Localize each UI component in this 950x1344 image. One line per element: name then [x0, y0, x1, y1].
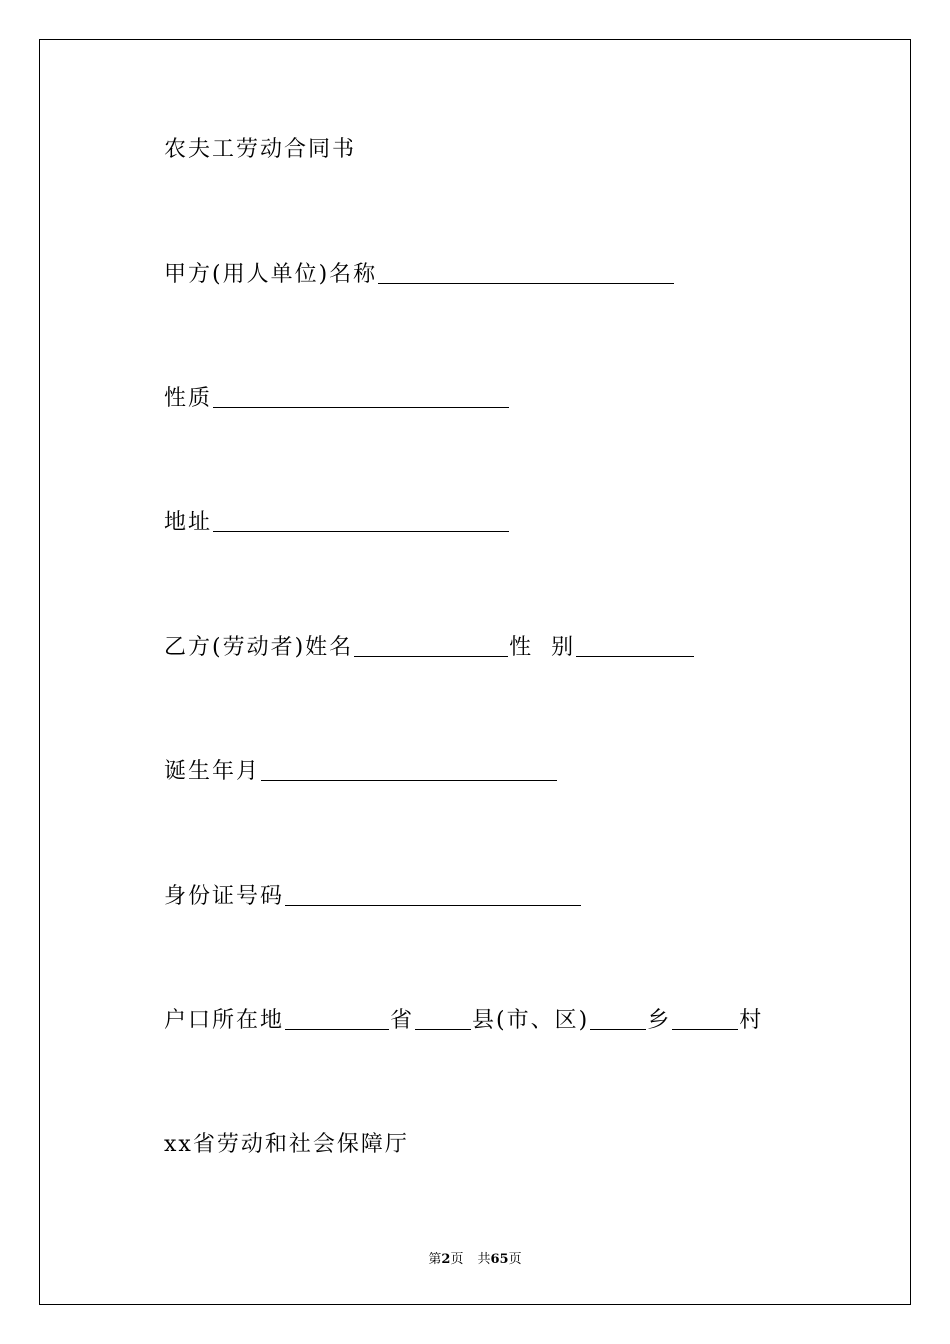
- party-b-birth-blank[interactable]: [261, 762, 557, 781]
- party-b-id-blank[interactable]: [285, 887, 581, 906]
- issuer-line: [164, 1132, 409, 1158]
- county-label: 县(市、区): [472, 1008, 590, 1033]
- party-a-nature-line: [164, 386, 510, 412]
- party-b-household-label: 户口所在地: [164, 1008, 285, 1033]
- party-b-id-label: 身份证号码: [164, 884, 285, 909]
- party-a-address-line: [164, 510, 510, 536]
- title-text: 农夫工劳动合同书: [164, 137, 357, 162]
- page-suffix: 页: [450, 1252, 464, 1267]
- party-b-name-blank[interactable]: [354, 638, 508, 657]
- party-a-name-blank[interactable]: [378, 265, 674, 284]
- party-b-name-label: 乙方(劳动者)姓名: [164, 635, 354, 660]
- party-b-gender-blank[interactable]: [576, 638, 694, 657]
- party-b-birth-label: 诞生年月: [164, 759, 261, 784]
- party-b-name-line: [164, 635, 695, 661]
- page-footer: [0, 1248, 950, 1267]
- province-label: 省: [390, 1008, 415, 1033]
- total-suffix: 页: [508, 1252, 522, 1267]
- total-pages: 65: [490, 1252, 509, 1267]
- document-title: [164, 137, 356, 163]
- total-prefix: 共: [477, 1252, 491, 1267]
- party-b-id-line: [164, 884, 582, 910]
- party-b-household-line: [164, 1008, 763, 1034]
- page-border: [39, 39, 911, 1305]
- household-village-blank[interactable]: [672, 1011, 738, 1030]
- township-label: 乡: [647, 1008, 672, 1033]
- party-b-birth-line: [164, 759, 558, 785]
- party-a-address-label: 地址: [164, 510, 213, 535]
- party-a-name-line: [164, 262, 675, 288]
- party-a-nature-blank[interactable]: [213, 389, 509, 408]
- page-prefix: 第: [428, 1252, 442, 1267]
- page-number: 2: [441, 1252, 451, 1267]
- party-a-name-label: 甲方(用人单位)名称: [164, 262, 378, 287]
- household-province-blank[interactable]: [285, 1011, 389, 1030]
- household-county-blank[interactable]: [415, 1011, 471, 1030]
- issuer-text: xx省劳动和社会保障厅: [164, 1132, 409, 1157]
- party-a-address-blank[interactable]: [213, 513, 509, 532]
- household-township-blank[interactable]: [590, 1011, 646, 1030]
- party-b-gender-label: 性 别: [509, 635, 576, 660]
- party-a-nature-label: 性质: [164, 386, 213, 411]
- village-label: 村: [739, 1008, 764, 1033]
